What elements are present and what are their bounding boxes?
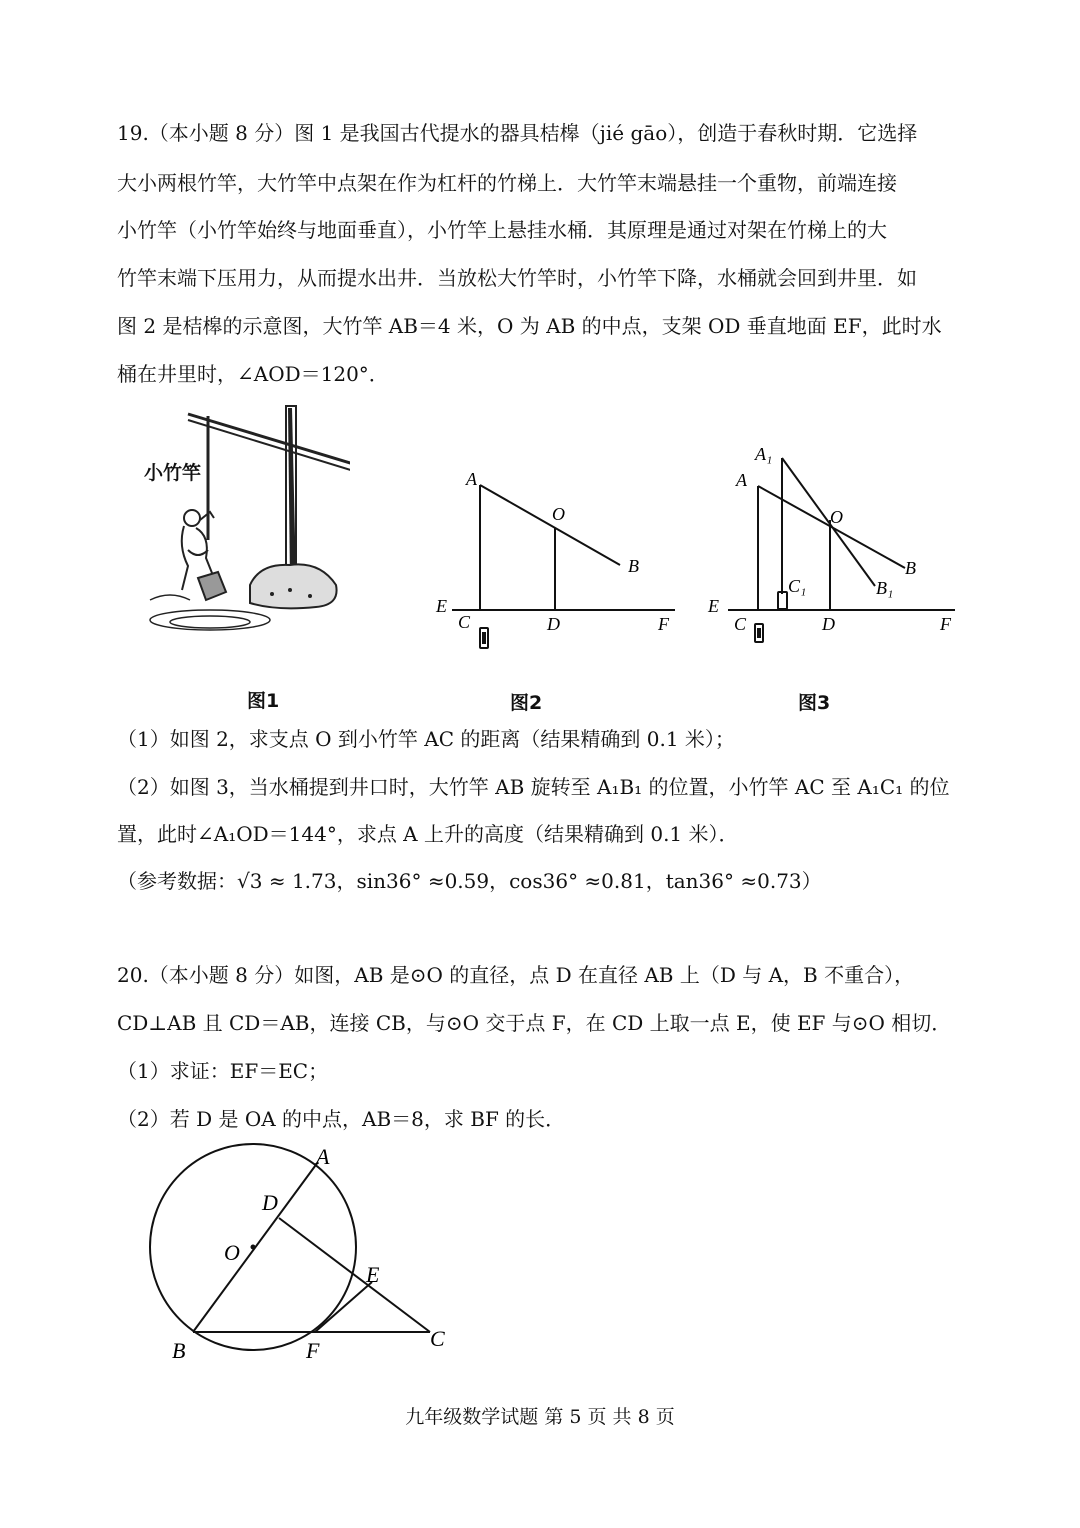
fig2-label-F: F <box>658 614 669 634</box>
fig3-label-A: A <box>736 470 747 490</box>
fig3-label-A1: A₁ <box>755 444 773 464</box>
q20-label-O: O <box>224 1240 240 1265</box>
q20-part-1: （1）求证：EF＝EC； <box>117 1059 329 1083</box>
figure-2-diagram <box>420 450 690 660</box>
fig2-label-E: E <box>436 596 447 616</box>
q20-line-1: 20.（本小题 8 分）如图，AB 是⊙O 的直径，点 D 在直径 AB 上（D 与 A，B 不重合）， <box>117 963 915 987</box>
q20-circle-diagram <box>140 1140 470 1370</box>
q19-line-5: 图 2 是桔槔的示意图，大竹竿 AB＝4 米，O 为 AB 的中点，支架 OD 垂直地面 EF，此时水 <box>117 314 942 338</box>
q19-line-4: 竹竿末端下压用力，从而提水出井．当放松大竹竿时，小竹竿下降，水桶就会回到井里．如 <box>117 266 917 290</box>
fig3-label-C: C <box>734 614 747 634</box>
q19-line-2: 大小两根竹竿，大竹竿中点架在作为杠杆的竹梯上．大竹竿末端悬挂一个重物，前端连接 <box>117 171 897 195</box>
q20-line-2: CD⊥AB 且 CD＝AB，连接 CB，与⊙O 交于点 F，在 CD 上取一点 E，使 EF 与⊙O 相切． <box>117 1011 952 1035</box>
fig2-label-B: B <box>628 556 639 576</box>
fig2-label-O: O <box>552 504 565 524</box>
figure-1-label: 小竹竿 <box>144 458 201 485</box>
q19-line-6: 桶在井里时，∠AOD＝120°． <box>117 362 389 386</box>
figure-1-illustration <box>140 400 350 640</box>
fig3-label-B: B <box>905 558 916 578</box>
page-footer: 九年级数学试题 第 5 页 共 8 页 <box>405 1406 675 1428</box>
fig3-label-C1: C₁ <box>788 576 807 596</box>
q20-label-A: A <box>316 1144 330 1169</box>
figure-3-diagram <box>700 436 970 656</box>
fig3-label-B1: B₁ <box>876 578 894 598</box>
q20-label-D: D <box>262 1190 278 1215</box>
q20-label-B: B <box>172 1338 186 1363</box>
figure-1-caption: 图1 <box>247 690 280 712</box>
q19-line-3: 小竹竿（小竹竿始终与地面垂直），小竹竿上悬挂水桶．其原理是通过对架在竹梯上的大 <box>117 218 887 242</box>
q19-part-2-line-1: （2）如图 3，当水桶提到井口时，大竹竿 AB 旋转至 A₁B₁ 的位置，小竹竿 AC 至 A₁C₁ 的位 <box>117 775 950 799</box>
q20-label-C: C <box>430 1326 445 1351</box>
q19-line-1: 19.（本小题 8 分）图 1 是我国古代提水的器具桔槔（jié gāo），创造于春秋时期．它选择 <box>117 121 918 145</box>
fig2-label-D: D <box>547 614 560 634</box>
q20-label-F: F <box>306 1338 320 1363</box>
q19-part-1: （1）如图 2，求支点 O 到小竹竿 AC 的距离（结果精确到 0.1 米）； <box>117 727 735 751</box>
fig3-label-F: F <box>940 614 951 634</box>
fig3-label-O: O <box>830 507 843 527</box>
q19-reference-data: （参考数据：√3 ≈ 1.73，sin36° ≈0.59，cos36° ≈0.81，tan36° ≈0.73） <box>117 869 822 893</box>
q20-part-2: （2）若 D 是 OA 的中点，AB＝8，求 BF 的长． <box>117 1107 566 1131</box>
figure-2-caption: 图2 <box>510 692 543 714</box>
fig2-label-C: C <box>458 612 471 632</box>
q20-label-E: E <box>366 1262 380 1287</box>
fig3-label-E: E <box>708 596 719 616</box>
figure-3-caption: 图3 <box>798 692 831 714</box>
fig3-label-D: D <box>822 614 835 634</box>
q19-part-2-line-2: 置，此时∠A₁OD＝144°，求点 A 上升的高度（结果精确到 0.1 米）． <box>117 822 739 846</box>
fig2-label-A: A <box>466 469 477 489</box>
